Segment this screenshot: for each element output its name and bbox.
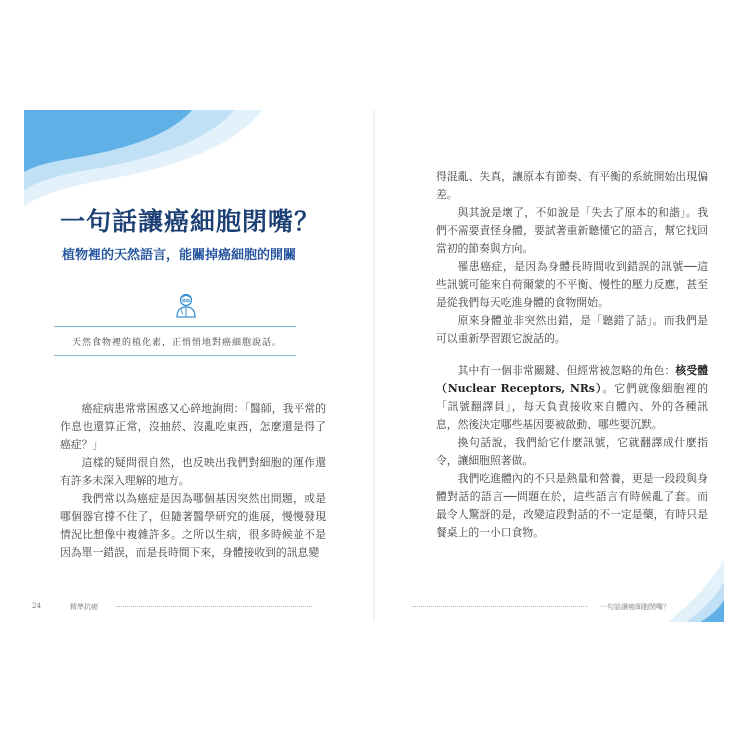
paragraph: 癌症病患常常困惑又心碎地詢問：「醫師，我平常的作息也還算正常，沒抽菸、沒亂吃東西，怎麼還是得了癌症？」 [60,402,326,451]
text-run: 。它們就像細胞裡的「訊號翻譯員」，每天負責接收來自體內、外的各種訊息，然後決定哪些基因要被啟動、哪些要沉默。 [436,382,709,431]
paragraph: 我們吃進體內的不只是熱量和營養，更是一段段與身體對話的語言──問題在於，這些語言有時候亂了套。而最令人驚訝的是，改變這段對話的不一定是藥，有時只是餐桌上的一小口食物。 [436,472,708,539]
paragraph: 我們常以為癌症是因為哪個基因突然出問題，或是哪個器官撐不住了，但隨著醫學研究的進展，慢慢發現情況比想像中複雜許多。之所以生病，很多時候並不是因為單一錯誤，而是長時間下來，身體接收到的訊息變 [60,492,326,559]
corner-wave-decoration [374,110,724,622]
paragraph: 換句話說，我們給它什麼訊號，它就翻譯成什麼指令，讓細胞照著做。 [436,436,708,467]
paragraph: 與其說是壞了，不如說是「失去了原本的和諧」。我們不需要責怪身體，要試著重新聽懂它的語言，幫它找回當初的節奏與方向。 [436,206,708,255]
right-page [374,110,724,622]
text-run: 其中有一個非常關鍵、但經常被忽略的角色： [457,364,676,377]
paragraph: 原來身體並非突然出錯，是「聽錯了話」。而我們是可以重新學習跟它說話的。 [436,314,708,345]
doctor-icon [174,292,198,318]
paragraph: 罹患癌症，是因為身體長時間收到錯誤的訊號──這些訊號可能來自荷爾蒙的不平衡、慢性的壓力反應，甚至是從我們每天吃進身體的食物開始。 [436,260,708,309]
callout-box [54,326,296,356]
left-page [24,110,374,622]
chapter-title: 一句話讓癌細胞閉嘴？ [60,207,321,236]
chapter-subtitle: 植物裡的天然語言，能關掉癌細胞的開關 [62,248,297,263]
running-header-chapter: 一句話讓癌細胞閉嘴？ [600,603,670,611]
callout-text: 天然食物裡的植化素，正悄悄地對癌細胞說話。 [72,338,283,348]
running-header-book: 精準抗癌 [70,603,98,611]
page-number: 24 [32,602,41,610]
paragraph: 得混亂、失真，讓原本有節奏、有平衡的系統開始出現偏差。 [436,170,708,201]
highlighted-term: 核受體（Nuclear Receptors, NRs） [436,364,709,395]
footer-rule [116,606,312,607]
paragraph: 這樣的疑問很自然，也反映出我們對細胞的運作還有許多未深入理解的地方。 [60,456,326,487]
book-spread [24,110,724,622]
left-body-text [60,400,326,562]
